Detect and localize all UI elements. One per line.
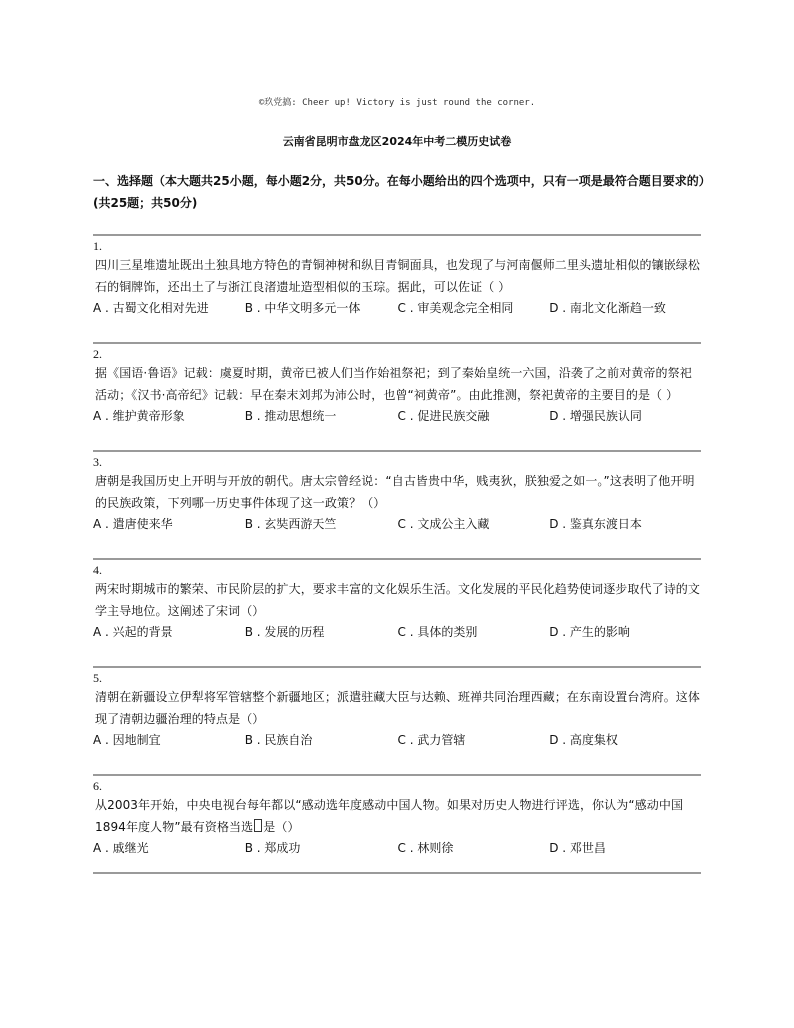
option-c[interactable]: C . 审美观念完全相同: [397, 301, 514, 315]
option-c[interactable]: C . 武力管辖: [397, 733, 466, 747]
option-a[interactable]: A . 遣唐使来华: [93, 517, 173, 531]
option-a[interactable]: A . 古蜀文化相对先进: [93, 301, 209, 315]
option-c[interactable]: C . 文成公主入藏: [397, 517, 490, 531]
section-heading: 一、选择题（本大题共25小题，每小题2分，共50分。在每小题给出的四个选项中，只有一项是最符合题目要求的）(共25题；共50分): [93, 174, 705, 210]
option-row: [93, 838, 701, 858]
missing-glyph-box: [254, 819, 262, 832]
question-number: 3.: [93, 455, 102, 469]
question-stem: 清朝在新疆设立伊犁将军管辖整个新疆地区；派遣驻藏大臣与达赖、班禅共同治理西藏；在东南设置台湾府。这体现了清朝边疆治理的特点是（）: [95, 690, 701, 726]
option-b[interactable]: B . 发展的历程: [244, 625, 325, 639]
question-3: [93, 450, 701, 558]
question-number: 2.: [93, 347, 102, 361]
question-4: [93, 558, 701, 666]
option-row: [93, 622, 701, 642]
option-d[interactable]: D . 产生的影响: [549, 625, 630, 639]
option-c[interactable]: C . 具体的类别: [397, 625, 478, 639]
option-a[interactable]: A . 因地制宜: [93, 733, 161, 747]
option-d[interactable]: D . 高度集权: [549, 733, 618, 747]
option-b[interactable]: B . 玄奘西游天竺: [244, 517, 337, 531]
question-stem: [93, 794, 701, 838]
option-d[interactable]: D . 邓世昌: [549, 841, 606, 855]
option-row: [93, 298, 701, 318]
question-number: 6.: [93, 779, 102, 793]
question-2: [93, 342, 701, 450]
question-number: 5.: [93, 671, 102, 685]
option-a[interactable]: A . 维护黄帝形象: [93, 409, 185, 423]
page-header-slogan: ©玖党搞: Cheer up! Victory is just round the corner.: [258, 98, 536, 108]
question-stem: 四川三星堆遗址既出土独具地方特色的青铜神树和纵目青铜面具，也发现了与河南偃师二里头遗址相似的镶嵌绿松石的铜牌饰，还出土了与浙江良渚遗址造型相似的玉琮。据此，可以佐证（ ）: [95, 258, 701, 294]
question-number: 1.: [93, 239, 102, 253]
question-stem-tail: 是（）: [263, 820, 300, 834]
option-row: [93, 514, 701, 534]
option-a[interactable]: A . 兴起的背景: [93, 625, 173, 639]
question-stem: 据《国语·鲁语》记载：虞夏时期，黄帝已被人们当作始祖祭祀；到了秦始皇统一六国，沿袭了之前对黄帝的祭祀活动；《汉书·高帝纪》记载：早在秦末刘邦为沛公时，也曾“祠黄帝”。由此推测，祭祀黄帝的主要目的是（ ）: [95, 366, 692, 402]
option-row: [93, 730, 701, 750]
question-stem: 唐朝是我国历史上开明与开放的朝代。唐太宗曾经说：“自古皆贵中华，贱夷狄，朕独爱之如一。”这表明了他开明的民族政策，下列哪一历史事件体现了这一政策？（）: [95, 474, 695, 510]
option-c[interactable]: C . 促进民族交融: [397, 409, 490, 423]
exam-title: 云南省昆明市盘龙区2024年中考二模历史试卷: [282, 135, 512, 148]
option-row: [93, 406, 701, 426]
option-d[interactable]: D . 增强民族认同: [549, 409, 642, 423]
question-list: [93, 234, 701, 874]
question-stem: 两宋时期城市的繁荣、市民阶层的扩大，要求丰富的文化娱乐生活。文化发展的平民化趋势使词逐步取代了诗的文学主导地位。这阐述了宋词（）: [95, 582, 701, 618]
question-5: [93, 666, 701, 774]
option-b[interactable]: B . 中华文明多元一体: [244, 301, 361, 315]
option-b[interactable]: B . 郑成功: [244, 841, 301, 855]
option-c[interactable]: C . 林则徐: [397, 841, 454, 855]
question-stem-text: 从2003年开始，中央电视台每年都以“感动选年度感动中国人物。如果对历史人物进行评选，你认为“感动中国1894年度人物”最有资格当选: [95, 798, 684, 834]
question-1: [93, 234, 701, 342]
option-b[interactable]: B . 推动思想统一: [244, 409, 337, 423]
option-d[interactable]: D . 鉴真东渡日本: [549, 517, 642, 531]
option-a[interactable]: A . 戚继光: [93, 841, 149, 855]
question-6: [93, 774, 701, 874]
option-b[interactable]: B . 民族自治: [244, 733, 313, 747]
option-d[interactable]: D . 南北文化渐趋一致: [549, 301, 666, 315]
question-number: 4.: [93, 563, 102, 577]
